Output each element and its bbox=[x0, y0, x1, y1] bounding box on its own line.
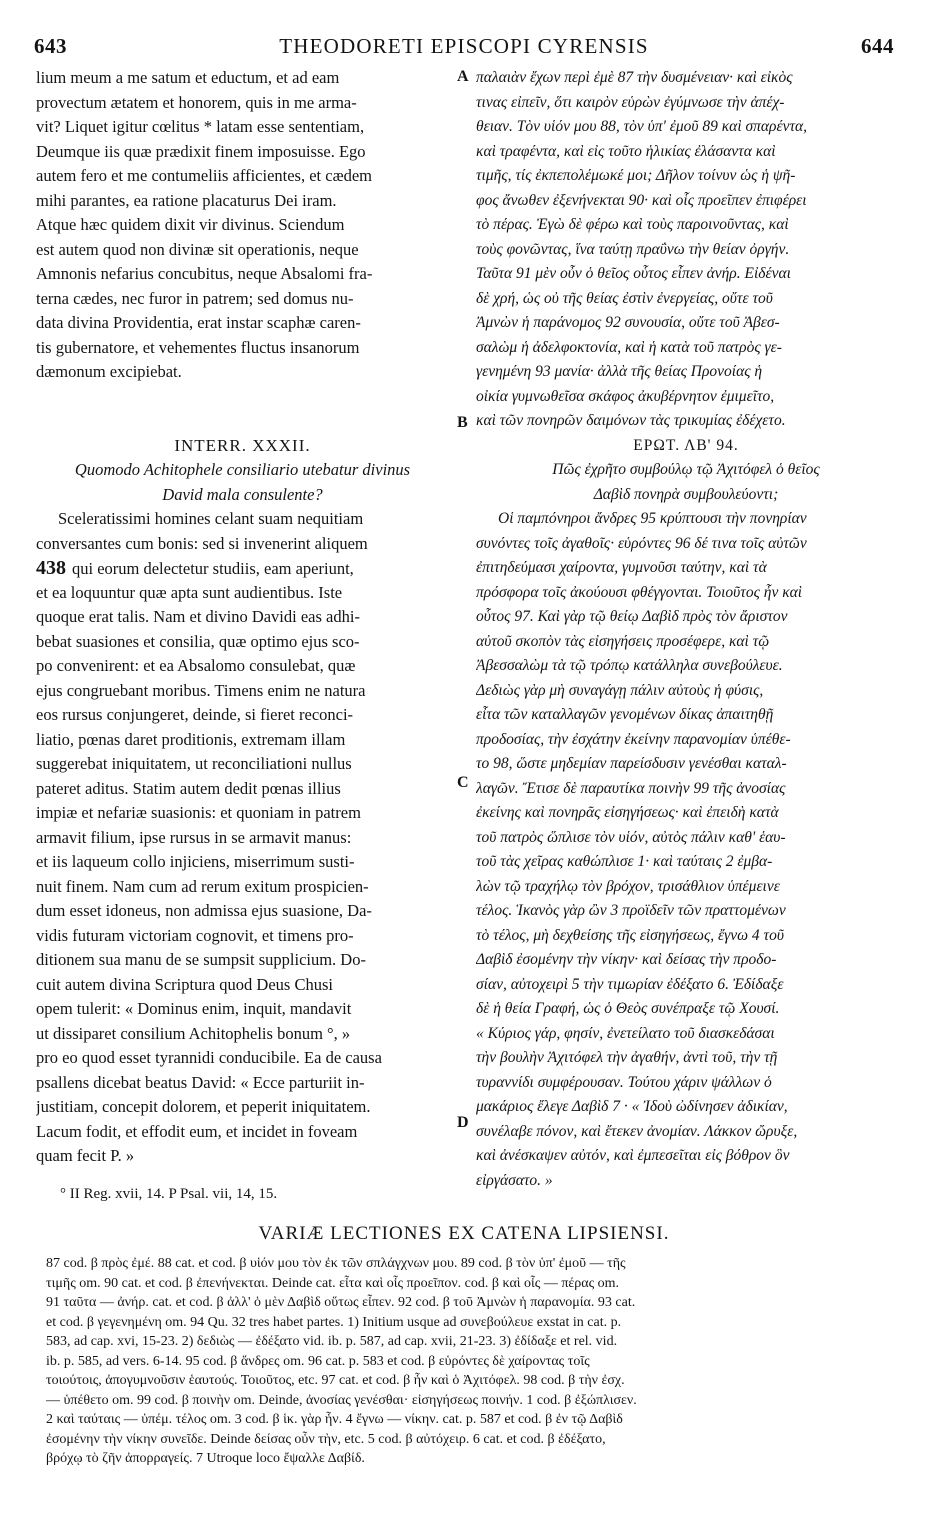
text-line: vit? Liquet igitur cœlitus * latam esse sententiam, bbox=[36, 117, 365, 136]
running-title: THEODORETI EPISCOPI CYRENSIS bbox=[279, 34, 649, 58]
text-line: προδοσίας, τὴν ἐσχάτην ἐκείνην παρανομίαν ὑπέθε- bbox=[476, 730, 791, 748]
text-line: Ἀμνὼν ἡ παράνομος 92 συνουσία, οὔτε τοῦ Ἀβεσ- bbox=[476, 314, 780, 331]
text-line: Deumque iis quæ prædixit finem imposuisse. Ego bbox=[36, 141, 366, 161]
text-line-content: qui eorum delectetur studiis, eam aperiunt, bbox=[72, 559, 354, 578]
latin-column bbox=[36, 66, 449, 1169]
text-line: et iis laqueum collo injiciens, miserrimum susti- bbox=[36, 852, 355, 871]
text-line: γενημένη 93 μανία· ἀλλὰ τῆς θείας Προνοίας ἡ bbox=[476, 363, 763, 380]
text-line: et ea loquuntur quæ apta sunt audientibus. Iste bbox=[36, 582, 343, 602]
variae-lectiones-notes bbox=[46, 1254, 896, 1469]
text-line: Δεδιὼς γὰρ μὴ συναγάγῃ πάλιν αὐτοὺς ἡ φύσις, bbox=[476, 681, 764, 699]
text-line: provectum ætatem et honorem, quis in me arma- bbox=[36, 92, 357, 112]
greek-column bbox=[476, 66, 896, 1193]
text-line bbox=[36, 556, 449, 581]
text-line: lium meum a me satum et eductum, et ad eam bbox=[36, 68, 340, 87]
text-line: impiæ et nefariæ suasionis: et quoniam in patrem bbox=[36, 803, 361, 822]
text-line: ditionem sua manu de se sumpsit supplicium. Do- bbox=[36, 950, 366, 969]
greek-paragraph-1 bbox=[476, 66, 896, 434]
text-line: οὗτος 97. Καὶ γὰρ τῷ θείῳ Δαβὶδ πρὸς τὸν ἄριστον bbox=[476, 608, 788, 625]
margin-letter-d: D bbox=[457, 1114, 469, 1131]
variant-note-line: et cod. β γεγενημένη om. 94 Qu. 32 tres habet partes. 1) Initium usque ad συνεβούλευε exstat in cat. p. bbox=[46, 1314, 622, 1330]
text-line: συνόντες τοῖς ἀγαθοῖς· εὑρόντες 96 δέ τινα τοῖς αὐτῶν bbox=[476, 534, 807, 552]
text-line: τοὺς φονῶντας, ἵνα ταύτῃ πραΰνω τὴν θείαν ὀργήν. bbox=[476, 240, 790, 258]
text-line: ut dissiparet consilium Achitophelis bonum °, » bbox=[36, 1023, 351, 1043]
text-line: Sceleratissimi homines celant suam nequitiam bbox=[58, 509, 364, 528]
latin-subheading-line: David mala consulente? bbox=[162, 484, 323, 504]
text-line: ἐπιτηδεύμασι χαίροντα, γυμνοῦσι ταύτην, καὶ τὰ bbox=[476, 559, 767, 576]
text-line: σαλὼμ ἡ ἀδελφοκτονία, καὶ ἡ κατὰ τοῦ πατρὸς γε- bbox=[476, 338, 782, 356]
text-line: λὼν τῷ τραχήλῳ τὸν βρόχον, τρισάθλιον ὑπέμεινε bbox=[476, 877, 780, 895]
text-line: τυραννίδι συμφέρουσαν. Τούτου χάριν ψάλλων ὁ bbox=[476, 1073, 772, 1091]
text-line: opem tulerit: « Dominus enim, inquit, mandavit bbox=[36, 999, 352, 1018]
spacer bbox=[36, 409, 449, 434]
greek-section-heading: ΕΡΩΤ. ΛΒ' 94. bbox=[633, 436, 739, 454]
text-line: καὶ τραφέντα, καὶ εἰς τοῦτο ἡλικίας ἐλάσαντα καὶ bbox=[476, 142, 776, 160]
text-line: δὲ ἡ θεία Γραφή, ὡς ὁ Θεὸς συνέπραξε τῷ Χουσί. bbox=[476, 1000, 780, 1017]
text-line: λαγῶν. Ἔτισε δὲ παραυτίκα ποινὴν 99 τῆς ἀνοσίας bbox=[476, 779, 786, 797]
variant-note-line: τοιούτοις, ἀπογυμνοῦσιν ἑαυτούς. Τοιοῦτος, etc. 97 cat. et cod. β ἦν καὶ ὁ Ἀχιτόφελ. 98 cod. β τὴν ἐσχ. bbox=[46, 1373, 625, 1388]
text-line: dæmonum excipiebat. bbox=[36, 362, 182, 381]
text-line: quam fecit P. » bbox=[36, 1146, 135, 1165]
text-line: τοῦ τὰς χεῖρας καθώπλισε 1· καὶ ταύταις 2 ἐμβα- bbox=[476, 853, 773, 870]
text-line: cuit autem divina Scriptura quod Deus Chusi bbox=[36, 974, 333, 994]
text-line: εἰργάσατο. » bbox=[476, 1171, 553, 1189]
variae-lectiones-title: VARIÆ LECTIONES EX CATENA LIPSIENSI. bbox=[258, 1223, 670, 1244]
text-line: eos rursus conjungeret, deinde, si fieret reconci- bbox=[36, 705, 354, 724]
text-line: terna cædes, nec furor in patrem; sed domus nu- bbox=[36, 288, 354, 308]
text-line: Ἀβεσσαλὼμ τὰ τῷ τρόπῳ κατάλληλα συνεβούλευε. bbox=[476, 657, 783, 674]
variant-note-line: 91 ταῦτα — ἀνήρ. cat. et cod. β ἀλλ' ὁ μὲν Δαβὶδ οὕτως εἶπεν. 92 cod. β τοῦ Ἀμνὼν ἡ παρανομία. 93 cat. bbox=[46, 1295, 636, 1310]
variant-note-line: τιμῆς om. 90 cat. et cod. β ἐπενήνεκται. Deinde cat. εἶτα καὶ οἷς προεῖπον. cod. β καὶ οἷς — πέρας om. bbox=[46, 1275, 620, 1291]
text-line: θειαν. Τὸν υἱόν μου 88, τὸν ὑπ' ἐμοῦ 89 καὶ σπαρέντα, bbox=[476, 118, 808, 135]
text-line: vidis futuram victoriam cognovit, et timens pro- bbox=[36, 925, 354, 945]
text-line: σίαν, αὐτοχειρὶ 5 τὴν τιμωρίαν ἐδέξατο 6. Ἐδίδαξε bbox=[476, 975, 784, 993]
text-line: τιμῆς, τίς ἐκπεπολέμωκέ μοι; Δῆλον τοίνυν ὡς ἡ ψῆ- bbox=[476, 167, 796, 184]
text-line: liatio, pœnas daret proditionis, extremam illam bbox=[36, 729, 346, 749]
text-line: Lacum fodit, et effodit eum, et incidet in foveam bbox=[36, 1121, 358, 1141]
latin-paragraph-1 bbox=[36, 66, 449, 385]
text-line: pateret aditus. Statim autem dedit pœnas illius bbox=[36, 778, 341, 798]
text-line: nuit finem. Nam cum ad rerum exitum prospicien- bbox=[36, 876, 369, 896]
text-line: data divina Providentia, erat instar scaphæ caren- bbox=[36, 313, 361, 332]
text-line: Amnonis nefarius concubitus, neque Absalomi fra- bbox=[36, 264, 373, 283]
text-line: Οἱ παμπόνηροι ἄνδρες 95 κρύπτουσι τὴν πονηρίαν bbox=[498, 510, 807, 527]
text-line: τοῦ πατρὸς ὥπλισε τὸν υἱόν, αὐτὸς πάλιν καθ' ἑαυ- bbox=[476, 828, 786, 846]
variant-note-line: — ὑπέθετο om. 99 cod. β ποινὴν om. Deinde, ἀνοσίας γενέσθαι· εἰσηγήσεως ποινήν. 1 cod. β ἐξώπλισεν. bbox=[46, 1392, 637, 1408]
text-line: dum esset idoneus, non admissa ejus suasione, Da- bbox=[36, 901, 372, 920]
text-line: το 98, ὥστε μηδεμίαν παρείσδυσιν γενέσθαι καταλ- bbox=[476, 755, 787, 772]
latin-subheading-line: Quomodo Achitophele consiliario utebatur divinus bbox=[74, 460, 411, 479]
text-line: τέλος. Ἱκανὸς γὰρ ὢν 3 προϊδεῖν τῶν πραττομένων bbox=[476, 902, 786, 919]
text-line: μακάριος ἔλεγε Δαβὶδ 7 · « Ἰδοὺ ὠδίνησεν ἀδικίαν, bbox=[476, 1098, 788, 1115]
variant-note-line: 583, ad cap. xvi, 15-23. 2) δεδιὼς — ἐδέξατο vid. ib. p. 587, ad cap. xvii, 21-23. 3) ἐδίδαξε et rel. vid. bbox=[46, 1334, 618, 1349]
variant-note-line: βρόχῳ τὸ ζῆν ἀπορραγείς. 7 Utroque loco ἔψαλλε Δαβίδ. bbox=[46, 1451, 365, 1466]
greek-subheading-line: Πῶς ἐχρῆτο συμβούλῳ τῷ Ἀχιτόφελ ὁ θεῖος bbox=[552, 461, 820, 478]
text-line: autem fero et me contumeliis afficientes, et cædem bbox=[36, 166, 372, 185]
text-line: συνέλαβε πόνον, καὶ ἔτεκεν ἀνομίαν. Λάκκον ὤρυξε, bbox=[476, 1122, 798, 1140]
text-line: πρόσφορα τοῖς ἀκούουσι φθέγγονται. Τοιοῦτος ἦν καὶ bbox=[476, 583, 803, 601]
text-line: καὶ ἀνέσκαψεν αὐτόν, καὶ ἐμπεσεῖται εἰς βόθρον ὃν bbox=[476, 1147, 790, 1164]
text-line: οἰκία γυμνωθεῖσα σκάφος ἀκυβέρνητον ἐμιμεῖτο, bbox=[476, 387, 775, 405]
latin-section-heading: INTERR. XXXII. bbox=[174, 435, 311, 455]
text-line: justitiam, concepit dolorem, et peperit iniquitatem. bbox=[36, 1097, 371, 1116]
text-line: conversantes cum bonis: sed si invenerint aliquem bbox=[36, 533, 368, 553]
running-header bbox=[34, 34, 894, 62]
page-number-left: 643 bbox=[34, 34, 67, 58]
text-line: τὸ πέρας. Ἐγὼ δὲ φέρω καὶ τοὺς παροινοῦντας, καὶ bbox=[476, 216, 789, 233]
greek-subheading-line: Δαβὶδ πονηρὰ συμβουλεύοντι; bbox=[593, 485, 779, 503]
text-line: po convenirent: et ea Absalomo consulebat, quæ bbox=[36, 656, 356, 675]
scripture-footnote: ° II Reg. xvii, 14. P Psal. vii, 14, 15. bbox=[60, 1186, 278, 1202]
text-line: τὸ τέλος, μὴ δεχθείσης τῆς εἰσηγήσεως, ἔγνω 4 τοῦ bbox=[476, 926, 784, 944]
text-line: ἐκείνης καὶ πονηρᾶς εἰσηγήσεως· καὶ ἐπειδὴ κατὰ bbox=[476, 804, 779, 821]
text-line: quoque erat talis. Nam et divino Davidi eas adhi- bbox=[36, 607, 360, 626]
variant-note-line: ἐσομένην τὴν νίκην συνεῖδε. Deinde δείσας οὖν τὴν, etc. 5 cod. β αὐτόχειρ. 6 cat. et cod. β ἐδέξατο, bbox=[46, 1431, 606, 1447]
text-line: δὲ χρή, ὡς οὐ τῆς θείας ἐστὶν ἐνεργείας, οὔτε τοῦ bbox=[476, 289, 773, 307]
text-line: παλαιὰν ἔχων περὶ ἐμὲ 87 τὴν δυσμένειαν· καὶ εἰκὸς bbox=[476, 69, 793, 86]
text-line: τινας εἰπεῖν, ὅτι καιρὸν εὑρὼν ἐγύμνωσε τὴν ἀπέχ- bbox=[476, 93, 785, 111]
latin-paragraph-2 bbox=[36, 507, 449, 1169]
text-line: ejus congruebant moribus. Timens enim ne natura bbox=[36, 680, 366, 700]
variant-note-line: ib. p. 585, ad vers. 6-14. 95 cod. β ἄνδρες om. 96 cat. p. 583 et cod. β εὑρόντες δὲ χαίροντας τοῖς bbox=[46, 1353, 590, 1369]
text-line: Atque hæc quidem dixit vir divinus. Sciendum bbox=[36, 215, 345, 234]
text-line: mihi parantes, ea ratione placaturus Dei iram. bbox=[36, 190, 337, 210]
text-line: suggerebat iniquitatem, ut reconciliationi nullus bbox=[36, 754, 352, 773]
page-number-right: 644 bbox=[861, 34, 894, 58]
margin-letter-b: B bbox=[457, 414, 468, 431]
margin-line-number: 438 bbox=[36, 557, 66, 579]
margin-letter-c: C bbox=[457, 774, 469, 791]
text-line: Δαβὶδ ἐσομένην τὴν νίκην· καὶ δείσας τὴν προδο- bbox=[476, 951, 777, 968]
text-line: pro eo quod esset tyrannidi conducibile. Ea de causa bbox=[36, 1048, 382, 1067]
margin-letter-a: A bbox=[457, 68, 469, 85]
text-line: tis gubernatore, et vehementes fluctus insanorum bbox=[36, 337, 360, 357]
variant-note-line: 87 cod. β πρὸς ἐμέ. 88 cat. et cod. β υἱόν μου τὸν ἐκ τῶν σπλάγχνων μου. 89 cod. β τὸν ὑπ' ἐμοῦ — τῆς bbox=[46, 1256, 626, 1271]
text-line: εἶτα τῶν καταλλαγῶν γενομένων δίκας ἀπαιτηθῇ bbox=[476, 706, 774, 723]
text-line: καὶ τῶν πονηρῶν δαιμόνων τὰς τρικυμίας ἐδέχετο. bbox=[476, 412, 786, 429]
spacer bbox=[36, 385, 449, 410]
text-line: psallens dicebat beatus David: « Ecce parturiit in- bbox=[36, 1072, 365, 1092]
variant-note-line: 2 καὶ ταύταις — ὑπέμ. τέλος om. 3 cod. β ἱκ. γὰρ ἦν. 4 ἔγνω — νίκην. cat. p. 587 et cod. β ἐν τῷ Δαβὶδ bbox=[46, 1412, 623, 1427]
text-line: est autem quod non divinæ sit operationis, neque bbox=[36, 239, 359, 259]
text-line: armavit filium, ipse rursus in se armavit manus: bbox=[36, 827, 352, 847]
text-line: φος ἄνωθεν ἐξενήνεκται 90· καὶ οἷς προεῖπεν ἐπιφέρει bbox=[476, 191, 807, 209]
text-line: bebat suasiones et consilia, quæ optimo ejus sco- bbox=[36, 631, 360, 651]
text-line: Ταῦτα 91 μὲν οὖν ὁ θεῖος οὗτος εἶπεν ἀνήρ. Εἰδέναι bbox=[476, 265, 791, 282]
text-line: αὐτοῦ σκοπὸν τὰς εἰσηγήσεις προσέφερε, καὶ τῷ bbox=[476, 632, 770, 650]
greek-paragraph-2 bbox=[476, 507, 896, 1193]
text-line: τὴν βουλὴν Ἀχιτόφελ τὴν ἀγαθήν, ἀντὶ τοῦ, τὴν τῇ bbox=[476, 1049, 778, 1066]
text-line: « Κύριος γάρ, φησίν, ἐνετείλατο τοῦ διασκεδάσαι bbox=[476, 1024, 775, 1042]
